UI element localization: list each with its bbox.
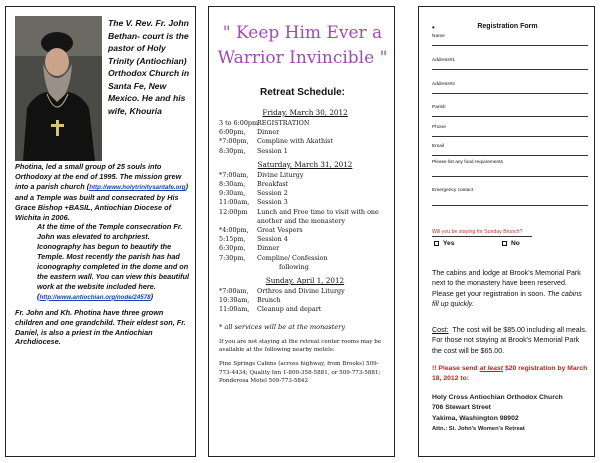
checkbox-icon[interactable] <box>502 241 507 246</box>
bio-text: ) <box>150 291 154 301</box>
event-time: 3 to 6:00pm <box>219 119 259 127</box>
quote-line: Warrior Invincible " <box>217 48 388 68</box>
event-time: 11:00am, <box>219 198 250 207</box>
event-name: Lunch and Free time to visit with one another and the monastery <box>257 207 379 225</box>
schedule-event <box>219 119 391 128</box>
schedule-event <box>219 180 391 189</box>
food-requirements-field[interactable] <box>432 160 588 165</box>
schedule-event <box>219 189 391 198</box>
event-name: Orthros and Divine Liturgy <box>257 287 345 296</box>
event-time: 11:00am, <box>219 305 250 314</box>
note-emphasis: at least <box>479 365 504 372</box>
schedule-event <box>219 244 391 253</box>
quote-line: " Keep Him Ever a <box>222 23 383 43</box>
address-attn: Attn.: St. John's Women's Retreat <box>432 426 525 433</box>
address-line: 706 Stewart Street <box>432 404 491 412</box>
event-name: Dinner <box>257 128 280 137</box>
schedule-event <box>219 235 391 244</box>
mailing-address <box>432 393 590 435</box>
motel-intro: If you are not staying at the retreat center rooms may be available at the following nearby motels: <box>219 338 382 353</box>
field-label: Name <box>432 34 445 39</box>
event-name: Cleanup and depart <box>257 305 322 314</box>
event-time: *7:00am, <box>219 287 249 296</box>
field-label: Address#1 <box>432 58 455 63</box>
cabins-text: The cabins and lodge at Brook's Memorial Park next to the monastery have been reserved. Please get your registration in soon. <box>432 269 581 298</box>
name-field[interactable] <box>432 34 588 39</box>
emergency-contact-field[interactable] <box>432 188 588 193</box>
day-heading: Sunday, April 1, 2012 <box>265 276 345 286</box>
event-name: REGISTRATION <box>257 119 310 127</box>
parish-field[interactable] <box>432 105 588 110</box>
field-label: Email <box>432 144 444 149</box>
bio-text: ( <box>37 291 40 301</box>
event-name: Session 4 <box>257 235 288 244</box>
parish-website-link[interactable]: http://www.holytrinitysantafe.org <box>89 183 186 191</box>
cost-label: Cost: <box>432 326 449 334</box>
registration-deadline-note <box>432 364 590 385</box>
field-label: Parish <box>432 105 446 110</box>
bio-text: ) and a Temple was built and consecrated by His Grace Bishop +BASIL, Antiochian Diocese of Wichita in 2006. <box>15 181 189 222</box>
address1-field[interactable] <box>432 58 588 63</box>
bullet-icon: • <box>432 23 435 32</box>
event-name: Session 1 <box>257 146 288 155</box>
phone-field[interactable] <box>432 125 588 130</box>
cabins-note: The cabins fill up quickly. <box>432 289 582 309</box>
priest-portrait-photo <box>15 16 102 161</box>
field-label: Emergency contact <box>432 188 474 193</box>
motel-info <box>219 338 384 385</box>
note-text: $20 registration by March 18, 2012 to: <box>432 365 588 383</box>
day-1-events <box>219 119 391 156</box>
schedule-panel <box>208 6 395 457</box>
schedule-event <box>219 137 391 146</box>
bio-panel <box>5 6 196 457</box>
no-label: No <box>511 240 520 247</box>
event-time: 5:15pm, <box>219 235 246 244</box>
event-continuation: following <box>279 262 309 271</box>
schedule-event <box>219 198 391 207</box>
day-3-events <box>219 287 391 315</box>
yes-label: Yes <box>443 240 455 247</box>
event-time: 7:30pm, <box>219 253 246 262</box>
schedule-title: Retreat Schedule: <box>259 87 346 98</box>
day-heading: Saturday, March 31, 2012 <box>257 159 353 169</box>
cost-info <box>432 325 590 356</box>
address-line: Yakima, Washington 98902 <box>432 414 519 422</box>
field-label: Phone <box>432 125 446 130</box>
schedule-event <box>219 296 391 305</box>
event-time: 12:00pm <box>219 207 248 216</box>
no-checkbox[interactable] <box>502 240 520 247</box>
event-time: 6:30pm, <box>219 244 246 253</box>
event-time: 6:00pm, <box>219 128 246 137</box>
event-time: *7:00pm, <box>219 137 249 146</box>
event-name: Session 3 <box>257 198 288 207</box>
field-label: Please list any food requirements <box>432 160 503 165</box>
motel-list: Pine Springs Cabins (across highway, from Brooks) 509-773-4434; Quality Inn 1-800-358-5881, or 509-773-5881; Ponderosa Motel 509-773-5842 <box>219 361 381 384</box>
day-2-events <box>219 171 391 263</box>
event-time: *4:00pm, <box>219 226 249 235</box>
event-name: Breakfast <box>257 180 289 189</box>
event-name: Session 2 <box>257 189 288 198</box>
registration-title: Registration Form <box>477 23 538 30</box>
bio-paragraph-2 <box>15 222 193 302</box>
schedule-event <box>219 171 391 180</box>
cost-text: The cost will be $85.00 including all meals. For those not staying at Brook's Memorial Park the cost will be $65.00. <box>432 326 587 355</box>
bio-paragraph-3: Fr. John and Kh. Photina have three grown children and one grandchild. Their eldest son, Fr. Daniel, is also a priest in the Antiochian Archdiocese. <box>15 307 186 347</box>
schedule-event <box>219 128 391 137</box>
note-text: !! Please send <box>432 365 478 372</box>
event-time: 9:30am, <box>219 189 246 198</box>
event-name: Brunch <box>257 296 281 305</box>
checkbox-icon[interactable] <box>434 241 439 246</box>
bio-intro-text: The V. Rev. Fr. John Bethan- court is the pastor of Holy Trinity (Antiochian) Orthodox Church in Santa Fe, New Mexico. He and his wife, Khouria <box>108 18 190 116</box>
schedule-list <box>219 107 391 385</box>
schedule-event <box>219 305 391 314</box>
schedule-event <box>219 254 391 263</box>
iconography-link[interactable]: http://www.antiochian.org/node/24578 <box>39 293 151 301</box>
bio-text: Photina, led a small group of 25 souls into Orthodoxy at the end of 1995. The mission grew into a parish church ( <box>15 162 182 191</box>
event-name: Dinner <box>257 244 280 253</box>
address2-field[interactable] <box>432 82 588 87</box>
schedule-event <box>219 208 391 226</box>
day-heading: Friday, March 30, 2012 <box>262 108 348 117</box>
retreat-quote <box>215 21 390 71</box>
services-note: * all services will be at the monastery <box>219 322 346 331</box>
schedule-event <box>219 147 391 156</box>
email-field[interactable] <box>432 144 588 149</box>
bio-text: At the time of the Temple consecration Fr. John was elevated to archpriest. Iconography has begun to beautify the Temple. Most recently the parish has had iconography completed in the dome and on the eastern wall. You can view this beautiful work at the website included here. <box>37 222 190 291</box>
event-time: 8:30am, <box>219 180 246 189</box>
bio-body <box>15 162 193 347</box>
field-label: Address#2 <box>432 82 455 87</box>
schedule-event <box>219 226 391 235</box>
schedule-event <box>219 287 391 296</box>
address-line: Holy Cross Antiochian Orthodox Church <box>432 394 563 401</box>
bio-paragraph-1 <box>15 162 193 222</box>
yes-checkbox[interactable] <box>434 240 454 247</box>
event-time: 10:30am, <box>219 296 250 305</box>
registration-panel <box>418 6 595 457</box>
event-name: Compline/ Confession <box>257 253 328 262</box>
event-time: *7:00am, <box>219 170 249 179</box>
event-name: Compline with Akathist <box>257 137 334 146</box>
event-time: 8:30pm, <box>219 146 246 155</box>
event-name: Great Vespers <box>257 226 303 235</box>
event-name: Divine Liturgy <box>257 170 304 179</box>
brunch-question <box>432 229 523 235</box>
question-label: Will you be staying for Sunday Brunch? <box>432 229 523 235</box>
cabins-info <box>432 268 590 310</box>
